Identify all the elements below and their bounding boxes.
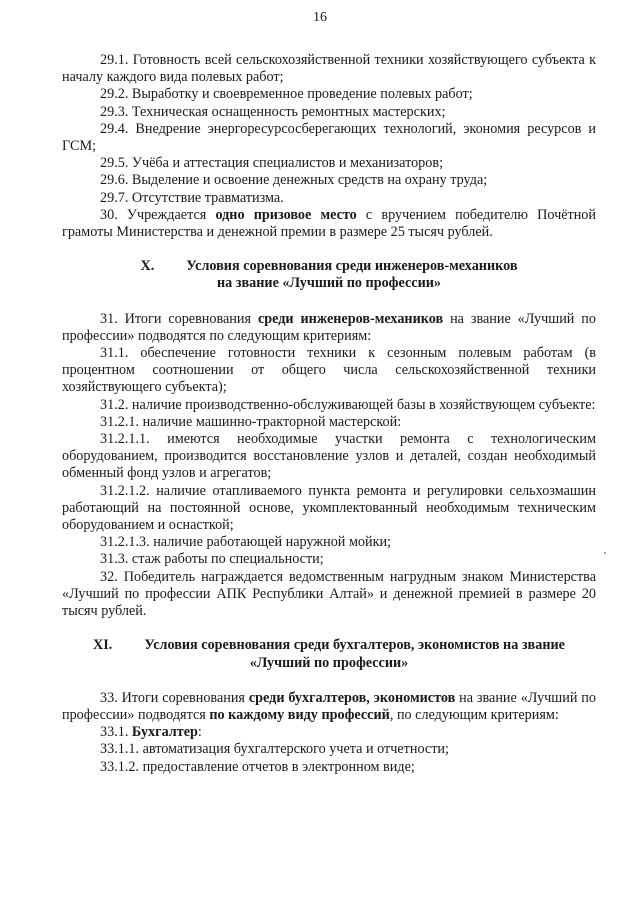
item-33-1-2: 33.1.2. предоставление отчетов в электронном виде; bbox=[100, 758, 415, 775]
section-x-number: X. bbox=[140, 258, 155, 275]
item-29-7: 29.7. Отсутствие травматизма. bbox=[100, 189, 284, 206]
item-33-emphasis-1: среди бухгалтеров, экономистов bbox=[248, 689, 456, 706]
section-xi-title-line1 bbox=[62, 637, 596, 654]
item-33-text-a: 33. Итоги соревнования bbox=[100, 689, 249, 706]
item-33-1 bbox=[62, 724, 596, 741]
item-31-2-1-3: 31.2.1.3. наличие работающей наружной мойки; bbox=[100, 534, 392, 551]
item-31-3: 31.3. стаж работы по специальности; bbox=[100, 551, 324, 568]
item-31-1: 31.1. обеспечение готовности техники к сезонным полевым работам (в процентном соотношении от общего числа сельскохозяйственной техники хозяйствующего субъекта); bbox=[62, 345, 596, 396]
section-xi-title-line2: «Лучший по профессии» bbox=[249, 654, 409, 671]
section-x-heading bbox=[62, 258, 596, 292]
item-31-2-1-2: 31.2.1.2. наличие отапливаемого пункта ремонта и регулировки сельхозмашин работающий на постоянной основе, укомплектованный необходимым техническим оборудованием и оснасткой; bbox=[62, 482, 596, 534]
item-30 bbox=[62, 207, 596, 241]
section-x-title-text: Условия соревнования среди инженеров-механиков bbox=[186, 258, 518, 275]
item-30-text-c: с вручением победителю Почётной грамоты Министерства и денежной премии в размере 25 тысяч рублей. bbox=[62, 206, 596, 241]
item-29-1: 29.1. Готовность всей сельскохозяйственной техники хозяйствующего субъекта к началу каждого вида полевых работ; bbox=[62, 52, 596, 86]
section-x-title-line1 bbox=[62, 258, 596, 275]
page-number: 16 bbox=[313, 10, 327, 25]
section-xi-title-text: Условия соревнования среди бухгалтеров, экономистов на звание bbox=[144, 637, 565, 654]
item-33-text-e: , по следующим критериям: bbox=[389, 706, 559, 723]
item-29-3: 29.3. Техническая оснащенность ремонтных мастерских; bbox=[100, 103, 446, 120]
item-33-text-c: на звание «Лучший по профессии» подводятся bbox=[62, 689, 596, 723]
item-33-1-text-c: : bbox=[197, 724, 202, 741]
item-33-1-emphasis: Бухгалтер bbox=[131, 724, 198, 741]
item-29-2: 29.2. Выработку и своевременное проведение полевых работ; bbox=[100, 86, 473, 103]
item-29-6: 29.6. Выделение и освоение денежных средств на охрану труда; bbox=[100, 172, 488, 189]
item-30-emphasis: одно призовое место bbox=[215, 206, 357, 223]
item-32: 32. Победитель награждается ведомственным нагрудным знаком Министерства «Лучший по профессии АПК Республики Алтай» и денежной премией в размере 20 тысяч рублей. bbox=[62, 568, 596, 620]
item-30-text-a: 30. Учреждается bbox=[100, 206, 216, 223]
section-xi-number: XI. bbox=[93, 637, 113, 654]
item-31-emphasis: среди инженеров-механиков bbox=[257, 310, 444, 327]
item-31-2: 31.2. наличие производственно-обслуживающей базы в хозяйствующем субъекте: bbox=[100, 396, 596, 413]
document-body bbox=[62, 52, 596, 776]
item-33 bbox=[62, 690, 596, 724]
item-29-5: 29.5. Учёба и аттестация специалистов и механизаторов; bbox=[100, 155, 444, 172]
item-33-1-text-a: 33.1. bbox=[100, 724, 132, 741]
item-31-text-a: 31. Итоги соревнования bbox=[100, 310, 258, 327]
item-31-2-1: 31.2.1. наличие машинно-тракторной мастерской: bbox=[100, 413, 402, 430]
item-31-text-c: на звание «Лучший по профессии» подводятся по следующим критериям: bbox=[62, 310, 596, 344]
scan-speck bbox=[604, 552, 606, 554]
section-xi-heading bbox=[62, 637, 596, 671]
item-29-4: 29.4. Внедрение энергоресурсосберегающих технологий, экономия ресурсов и ГСМ; bbox=[62, 120, 596, 155]
item-31 bbox=[62, 311, 596, 345]
item-31-2-1-1: 31.2.1.1. имеются необходимые участки ремонта с технологическим оборудованием, производится восстановление узлов и деталей, создан необходимый обменный фонд узлов и агрегатов; bbox=[62, 431, 596, 482]
section-x-title-line2: на звание «Лучший по профессии» bbox=[216, 275, 442, 292]
item-33-emphasis-2: по каждому виду профессий bbox=[209, 706, 390, 723]
item-33-1-1: 33.1.1. автоматизация бухгалтерского учета и отчетности; bbox=[100, 741, 449, 758]
